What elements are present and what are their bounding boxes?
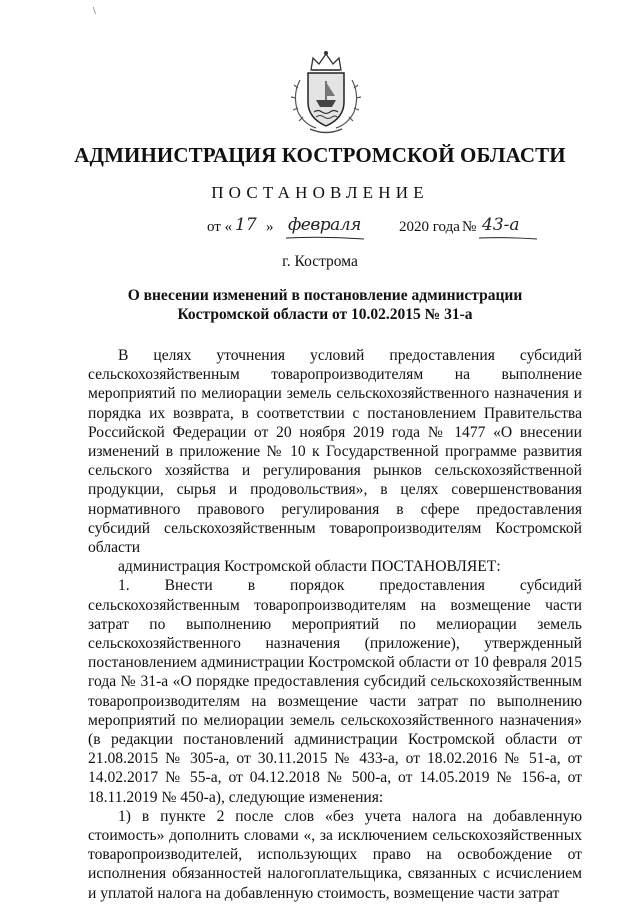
number-underline xyxy=(478,235,538,241)
scan-mark: \ xyxy=(93,6,96,17)
date-year: 2020 года xyxy=(399,219,460,235)
subject-line-2: Костромской области от 10.02.2015 № 31-а xyxy=(177,306,473,323)
date-day-handwritten: 17 xyxy=(235,215,257,235)
date-prefix: от « xyxy=(207,219,233,235)
date-month-handwritten: февраля xyxy=(288,215,361,235)
date-underline xyxy=(285,235,365,241)
document-type: ПОСТАНОВЛЕНИЕ xyxy=(211,183,429,202)
date-number-line xyxy=(0,215,640,241)
clause-1-paragraph: 1. Внести в порядок предоставления субсидий сельскохозяйственным товаропроизводителям на возмещение части затрат по выполнению мероприятий по мелиорации земель сельскохозяйственного назначения (приложение), утвержденный постановлением администрации Костромской области от 10 февраля 2015 года № 31-а «О порядке предоставления субсидий сельскохозяйственным товаропроизводителям на возмещение части затрат по выполнению мероприятий по мелиорации земель сельскохозяйственного назначения» (в редакции постановлений администрации Костромской области от 21.08.2015 № 305-а, от 30.11.2015 № 433-а, от 18.02.2016 № 51-а, от 14.02.2017 № 55-а, от 04.12.2018 № 500-а, от 14.05.2019 № 156-а, от 18.11.2019 № 450-а), следующие изменения: xyxy=(88,577,582,806)
clause-1-1-paragraph: 1) в пункте 2 после слов «без учета налога на добавленную стоимость» дополнить словами «, за исключением сельскохозяйственных товаропроизводителей, использующих право на освобождение от исполнения обязанностей налогоплательщика, связанных с исчислением и уплатой налога на добавленную стоимость, возмещение части затрат xyxy=(88,807,582,902)
date-close-quote: » xyxy=(266,219,274,235)
document-number-handwritten: 43-а xyxy=(482,215,520,235)
document-subject xyxy=(90,286,560,324)
document-body xyxy=(88,346,582,903)
preamble-paragraph: В целях уточнения условий предоставления субсидий сельскохозяйственным товаропроизводителям на выполнение мероприятий по мелиорации земель сельскохозяйственного назначения и порядка их возврата, в соответствии с постановлением Правительства Российской Федерации от 20 ноября 2019 года № 1477 «О внесении изменений в приложение № 10 к Государственной программе развития сельского хозяйства и регулирования рынков сельскохозяйственной продукции, сырья и продовольствия», в целях совершенствования нормативного правового регулирования в сфере предоставления субсидий сельскохозяйственным товаропроизводителям Костромской области xyxy=(88,347,582,557)
subject-line-1: О внесении изменений в постановление администрации xyxy=(127,287,523,304)
organization-title: АДМИНИСТРАЦИЯ КОСТРОМСКОЙ ОБЛАСТИ xyxy=(74,143,566,167)
city-line: г. Кострома xyxy=(282,253,358,270)
number-prefix: № xyxy=(462,219,477,235)
resolves-paragraph: администрация Костромской области ПОСТАНОВЛЯЕТ: xyxy=(118,558,501,576)
kostroma-coat-of-arms-icon xyxy=(286,50,366,134)
